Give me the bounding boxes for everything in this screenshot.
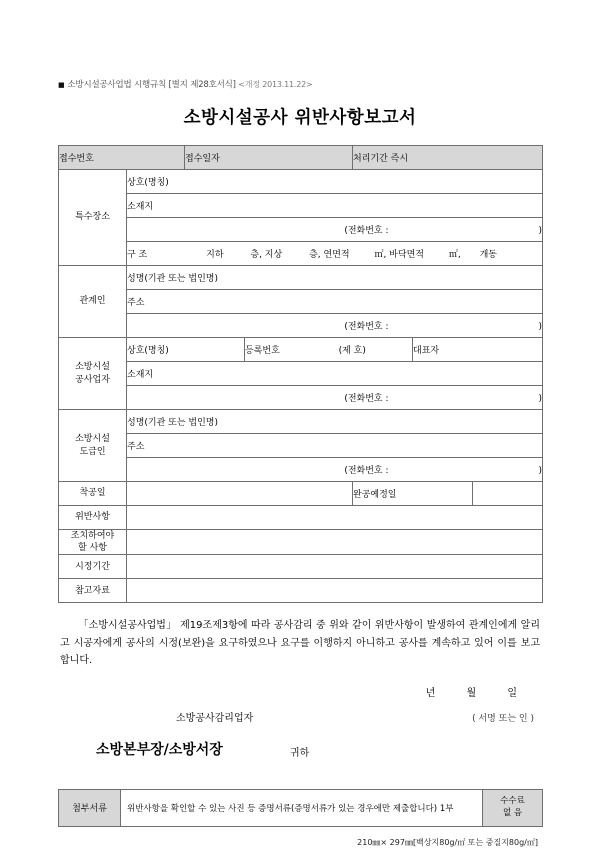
attachment-label: 첨부서류: [59, 789, 121, 826]
addressee-honorific: 귀하: [290, 747, 310, 759]
start-date-label: 착공일: [59, 482, 127, 506]
contractor-name-field[interactable]: 상호(명칭): [127, 338, 245, 362]
table-header-row: [59, 146, 543, 170]
signature-seal-note[interactable]: ( 서명 또는 인 ): [472, 713, 534, 724]
subcontractor-phone-label: (전화번호 :: [344, 466, 389, 476]
correction-period-value[interactable]: [127, 555, 543, 579]
related-person-name-field[interactable]: 성명(기관 또는 법인명): [127, 266, 543, 290]
statement-text: 「소방시설공사업법」 제19조제3항에 따라 공사감리 중 위와 같이 위반사항이 발생하여 관계인에게 알리고 시공자에게 공사의 시정(보완)을 요구하였으나 요구를 이행하지 아니하고 공사를 계속하고 있어 이를 보고합니다.: [60, 620, 540, 667]
reference-material-value[interactable]: [127, 579, 543, 603]
completion-date-label: 완공예정일: [353, 482, 473, 506]
page-title: 소방시설공사 위반사항보고서: [183, 108, 417, 128]
form-revision-text: <개정 2013.11.22>: [238, 80, 313, 89]
required-action-row: [59, 530, 543, 555]
structure-floor-unit-2: 층, 연면적: [309, 250, 350, 260]
subcontractor-name-field[interactable]: 성명(기관 또는 법인명): [127, 410, 543, 434]
fee-value: 없 음: [502, 807, 523, 818]
subcontractor-label-line1: 소방시설: [75, 434, 110, 445]
form-reference-line: [58, 78, 542, 90]
related-person-address-field[interactable]: 주소: [127, 290, 543, 314]
structure-label: 구 조: [127, 250, 148, 260]
violation-value[interactable]: [127, 506, 543, 530]
form-reference-text: 소방시설공사업법 시행규칙 [별지 제28호서식]: [67, 80, 236, 90]
addressee-row: [58, 739, 542, 765]
start-date-value[interactable]: [127, 482, 353, 506]
processing-period-header: 처리기간 즉시: [353, 146, 543, 170]
related-person-phone-field[interactable]: [127, 314, 543, 338]
violation-label: 위반사항: [59, 506, 127, 530]
special-place-name-row: [59, 170, 543, 194]
subcontractor-name-row: [59, 410, 543, 434]
special-place-structure-field[interactable]: [127, 242, 543, 266]
date-year[interactable]: 년: [425, 687, 437, 699]
subcontractor-label-line2: 도급인: [79, 446, 106, 457]
related-person-phone-label: (전화번호 :: [344, 322, 389, 332]
subcontractor-phone-row: [59, 458, 543, 482]
receipt-no-header: 접수번호: [59, 146, 185, 170]
subcontractor-address-row: [59, 434, 543, 458]
subcontractor-phone-field[interactable]: [127, 458, 543, 482]
contractor-address-row: [59, 362, 543, 386]
contractor-label: [59, 338, 127, 410]
contractor-address-field[interactable]: 소재지: [127, 362, 543, 386]
fee-cell: [483, 789, 543, 826]
paper-specification-note: 210㎜× 297㎜[백상지80g/㎡ 또는 중질지80g/㎡]: [357, 837, 538, 847]
required-action-label-line2: 할 사항: [78, 543, 107, 554]
signature-row: [58, 709, 542, 729]
structure-gaedong: 개동: [479, 250, 497, 260]
required-action-label: [59, 530, 127, 555]
receipt-date-header: 접수일자: [185, 146, 353, 170]
contractor-phone-field[interactable]: [127, 386, 543, 410]
date-month[interactable]: 월: [466, 687, 478, 699]
related-person-phone-row: [59, 314, 543, 338]
statement-paragraph: [58, 617, 542, 670]
contractor-label-line1: 소방시설: [75, 362, 110, 373]
required-action-value[interactable]: [127, 530, 543, 555]
contractor-phone-row: [59, 386, 543, 410]
required-action-label-line1: 조치하여야: [70, 531, 115, 541]
bullet-square-icon: ■: [58, 80, 65, 89]
reference-material-row: [59, 579, 543, 603]
contractor-label-line2: 공사업자: [75, 374, 110, 385]
structure-area-unit-2: ㎡,: [448, 250, 461, 260]
document-body: [58, 78, 542, 848]
related-person-label: 관계인: [59, 266, 127, 338]
reference-material-label: 참고자료: [59, 579, 127, 603]
special-place-name-field[interactable]: 상호(명칭): [127, 170, 543, 194]
fee-label: 수수료: [500, 795, 525, 806]
related-person-phone-paren: ): [538, 322, 543, 332]
signature-role: 소방공사감리업자: [176, 712, 254, 724]
special-place-phone-paren: ): [538, 226, 543, 236]
date-day[interactable]: 일: [507, 687, 518, 699]
contractor-phone-label: (전화번호 :: [344, 394, 389, 404]
special-place-phone-row: [59, 218, 543, 242]
structure-basement: 지하: [206, 250, 224, 260]
subcontractor-label: [59, 410, 127, 482]
related-person-name-row: [59, 266, 543, 290]
attachment-table: [58, 789, 543, 827]
contractor-regno-label: 등록번호: [245, 338, 293, 362]
contractor-regno-value[interactable]: (제 호): [293, 338, 413, 362]
special-place-structure-row: [59, 242, 543, 266]
related-person-address-row: [59, 290, 543, 314]
subcontractor-phone-paren: ): [538, 466, 543, 476]
structure-area-unit: ㎡, 바닥면적: [374, 250, 424, 260]
contractor-phone-paren: ): [538, 394, 543, 404]
addressee-name: 소방본부장/소방서장: [96, 741, 223, 758]
start-date-row: [59, 482, 543, 506]
correction-period-label: 시정기간: [59, 555, 127, 579]
special-place-label: 특수장소: [59, 170, 127, 266]
attachment-description: 위반사항을 확인할 수 있는 사진 등 증명서류(증명서류가 있는 경우에만 제출합니다) 1부: [121, 789, 483, 826]
special-place-address-field[interactable]: 소재지: [127, 194, 543, 218]
attachment-row: [59, 789, 543, 826]
correction-period-row: [59, 555, 543, 579]
special-place-phone-field[interactable]: [127, 218, 543, 242]
violation-row: [59, 506, 543, 530]
special-place-address-row: [59, 194, 543, 218]
contractor-name-row: [59, 338, 543, 362]
main-form-table: [58, 145, 543, 603]
completion-date-value[interactable]: [473, 482, 543, 506]
structure-floor-unit: 층, 지상: [250, 250, 283, 260]
subcontractor-address-field[interactable]: 주소: [127, 434, 543, 458]
date-line: [58, 684, 542, 699]
special-place-phone-label: (전화번호 :: [344, 226, 389, 236]
contractor-ceo-field[interactable]: 대표자: [413, 338, 543, 362]
